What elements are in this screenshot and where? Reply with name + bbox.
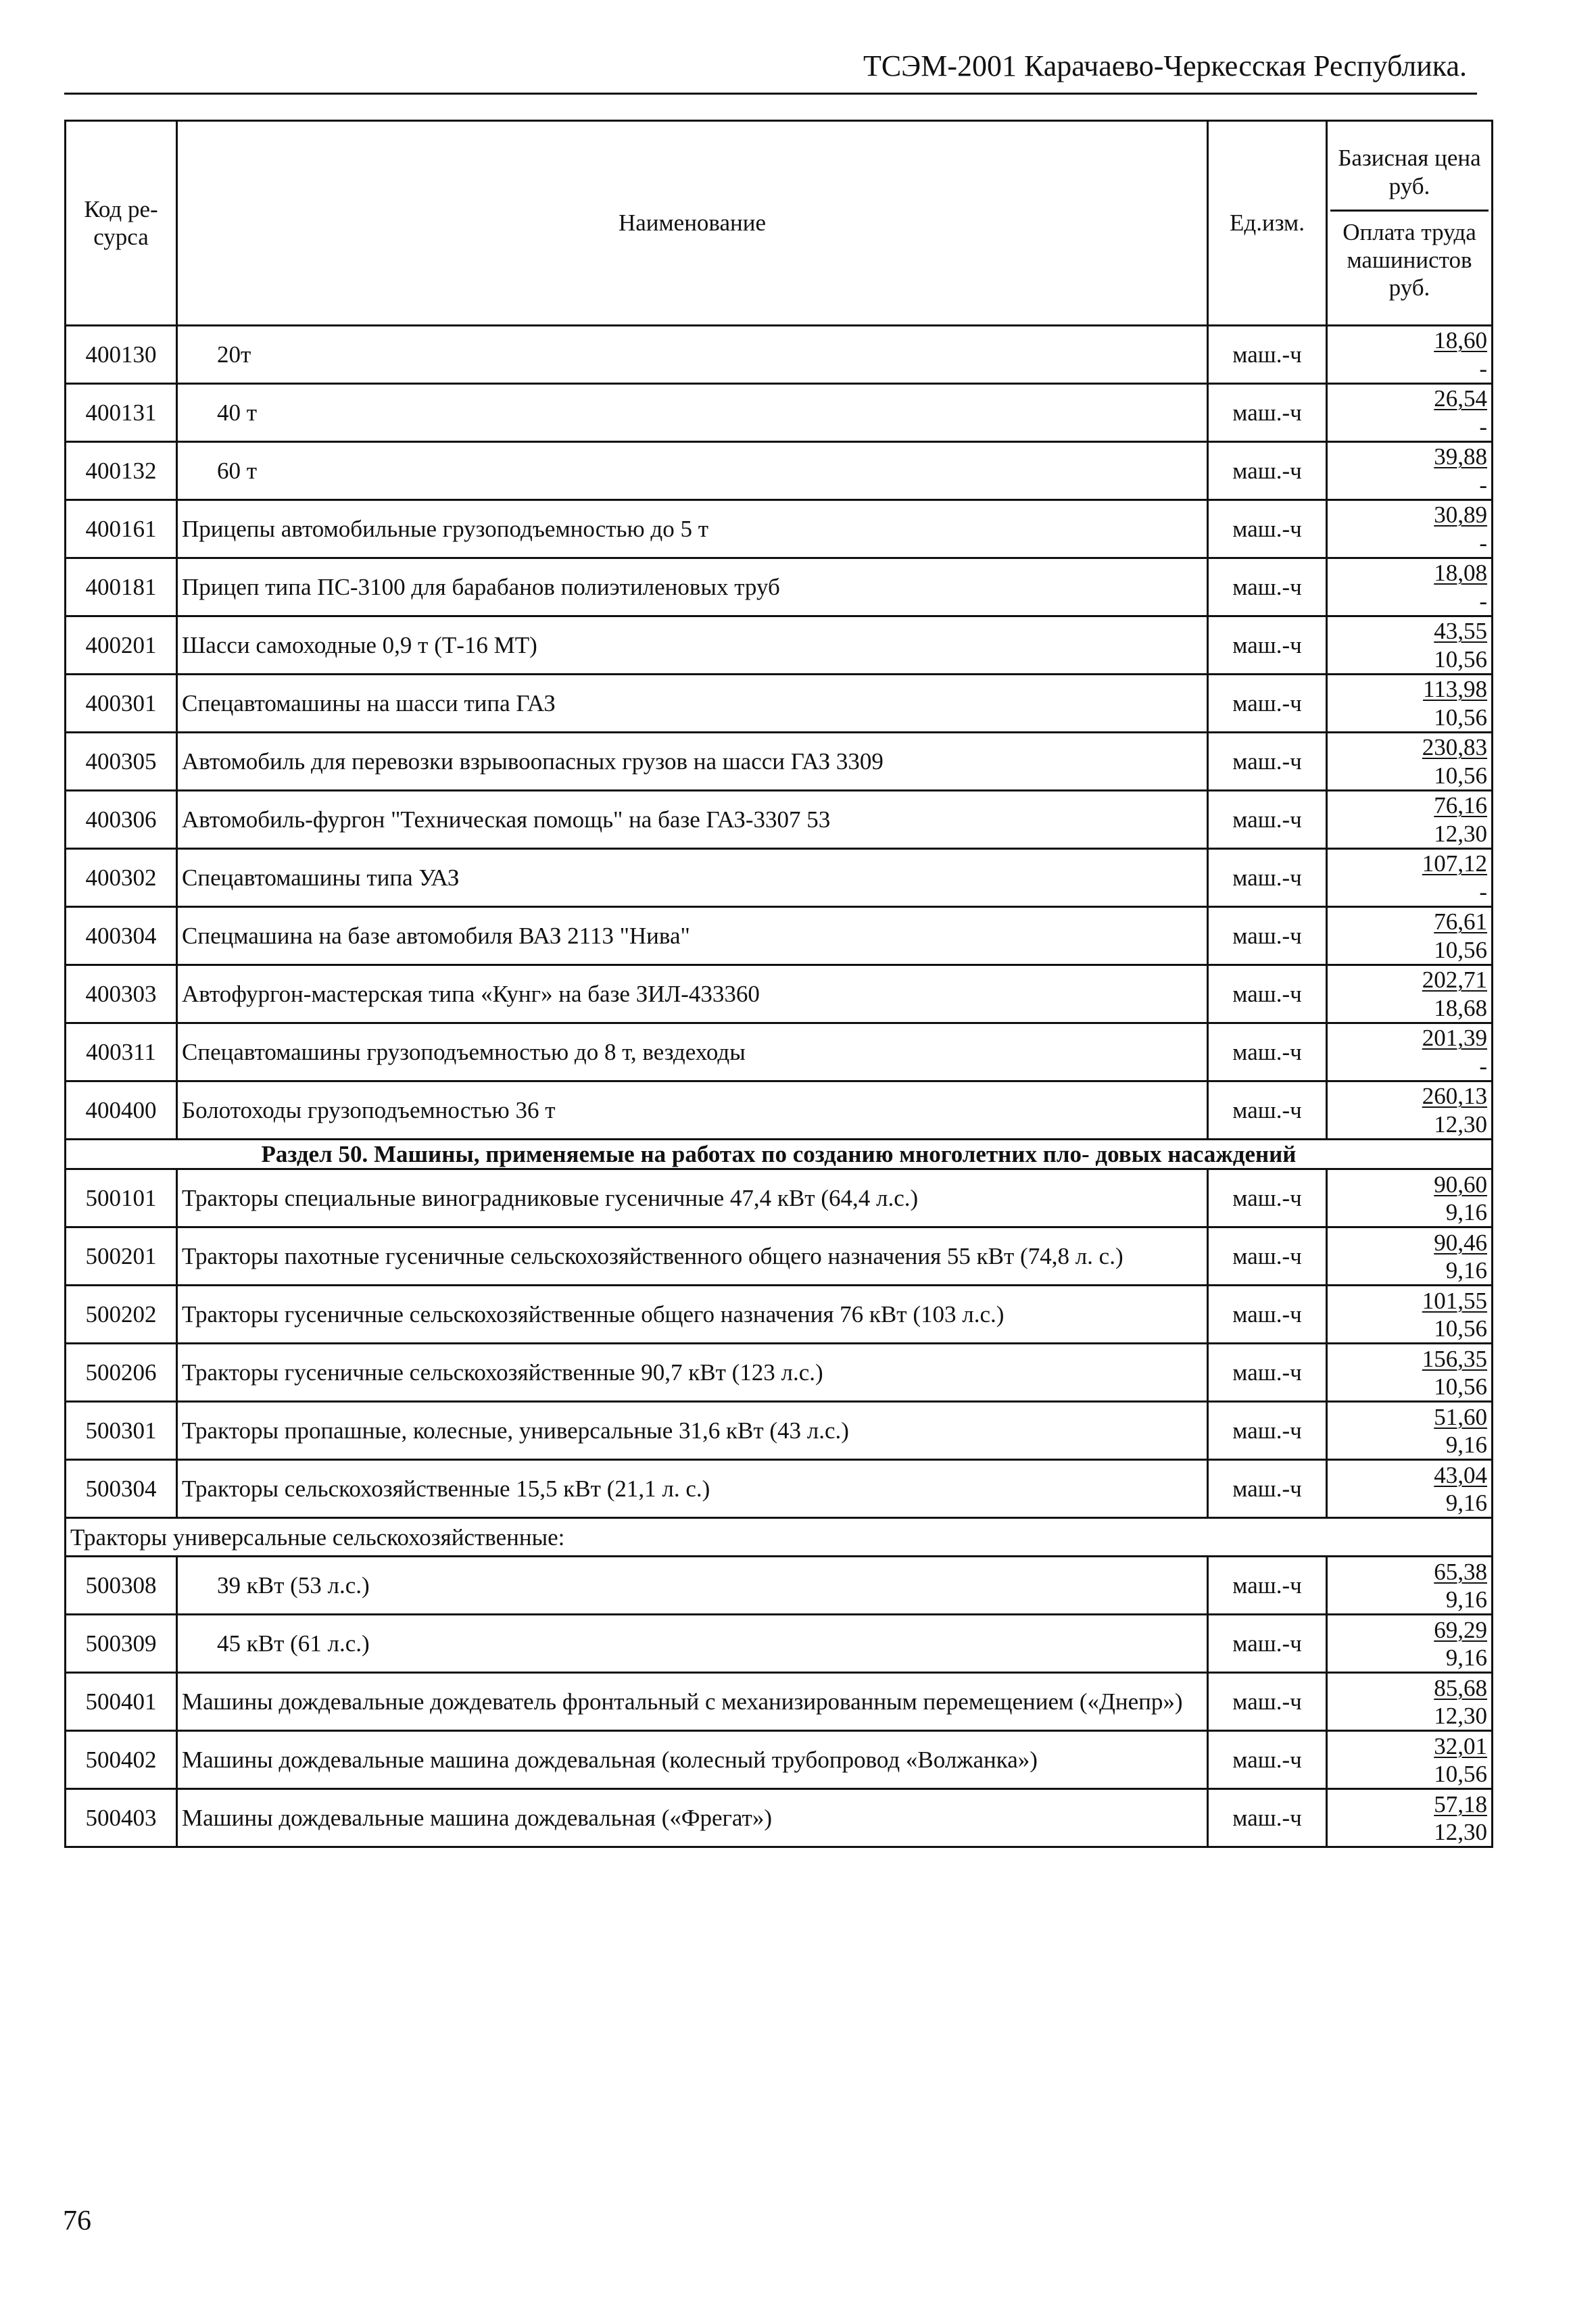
section-title: Раздел 50. Машины, применяемые на работах по созданию многолетних пло- довых насаждений bbox=[66, 1140, 1493, 1169]
operator-pay: - bbox=[1479, 413, 1487, 440]
price-cell bbox=[1327, 965, 1493, 1023]
resource-name: Спецавтомашины типа УАЗ bbox=[177, 849, 1208, 907]
price-cell bbox=[1327, 326, 1493, 384]
resource-name: 40 т bbox=[177, 384, 1208, 442]
base-price: 65,38 bbox=[1434, 1558, 1487, 1585]
resource-name: Автофургон-мастерская типа «Кунг» на базе ЗИЛ-433360 bbox=[177, 965, 1208, 1023]
table-row bbox=[66, 1169, 1493, 1227]
table-row bbox=[66, 733, 1493, 791]
base-price: 30,89 bbox=[1434, 502, 1487, 529]
resource-name: Болотоходы грузоподъемностью 36 т bbox=[177, 1081, 1208, 1140]
resource-code: 500201 bbox=[66, 1227, 177, 1286]
price-cell bbox=[1327, 1169, 1493, 1227]
price-cell bbox=[1327, 791, 1493, 849]
price-cell bbox=[1327, 1344, 1493, 1402]
price-cell bbox=[1327, 907, 1493, 965]
header-name: Наименование bbox=[177, 121, 1208, 326]
resource-price-table bbox=[64, 120, 1493, 1848]
price-cell bbox=[1327, 1081, 1493, 1140]
header-base-price: Базисная цена руб. bbox=[1338, 145, 1481, 199]
price-cell bbox=[1327, 1023, 1493, 1081]
operator-pay: 10,56 bbox=[1434, 1373, 1487, 1400]
resource-name: Спецмашина на базе автомобиля ВАЗ 2113 "Нива" bbox=[177, 907, 1208, 965]
base-price: 230,83 bbox=[1422, 734, 1487, 761]
table-row bbox=[66, 791, 1493, 849]
price-cell bbox=[1327, 1673, 1493, 1731]
resource-name: Машины дождевальные машина дождевальная (колесный трубопровод «Волжанка») bbox=[177, 1731, 1208, 1789]
table-row bbox=[66, 1402, 1493, 1460]
table-row bbox=[66, 1673, 1493, 1731]
resource-code: 500309 bbox=[66, 1615, 177, 1673]
unit-of-measure: маш.-ч bbox=[1208, 1402, 1327, 1460]
price-cell bbox=[1327, 1227, 1493, 1286]
resource-code: 400130 bbox=[66, 326, 177, 384]
base-price: 18,08 bbox=[1434, 560, 1487, 587]
resource-code: 400304 bbox=[66, 907, 177, 965]
price-cell bbox=[1327, 616, 1493, 675]
unit-of-measure: маш.-ч bbox=[1208, 1227, 1327, 1286]
price-cell bbox=[1327, 500, 1493, 558]
section-title-row bbox=[66, 1140, 1493, 1169]
resource-code: 400201 bbox=[66, 616, 177, 675]
resource-code: 400306 bbox=[66, 791, 177, 849]
price-cell bbox=[1327, 675, 1493, 733]
unit-of-measure: маш.-ч bbox=[1208, 675, 1327, 733]
table-row bbox=[66, 384, 1493, 442]
base-price: 18,60 bbox=[1434, 327, 1487, 354]
operator-pay: 12,30 bbox=[1434, 1818, 1487, 1845]
resource-name: Прицеп типа ПС-3100 для барабанов полиэтиленовых труб bbox=[177, 558, 1208, 616]
header-unit: Ед.изм. bbox=[1208, 121, 1327, 326]
base-price: 156,35 bbox=[1422, 1345, 1487, 1372]
resource-name: Тракторы специальные виноградниковые гусеничные 47,4 кВт (64,4 л.с.) bbox=[177, 1169, 1208, 1227]
resource-name: Тракторы пропашные, колесные, универсальные 31,6 кВт (43 л.с.) bbox=[177, 1402, 1208, 1460]
operator-pay: 10,56 bbox=[1434, 762, 1487, 789]
resource-code: 400303 bbox=[66, 965, 177, 1023]
table-row bbox=[66, 326, 1493, 384]
operator-pay: 10,56 bbox=[1434, 704, 1487, 731]
operator-pay: - bbox=[1479, 878, 1487, 905]
base-price: 113,98 bbox=[1423, 676, 1487, 703]
operator-pay: 9,16 bbox=[1445, 1644, 1487, 1671]
price-cell bbox=[1327, 1460, 1493, 1518]
base-price: 85,68 bbox=[1434, 1674, 1487, 1701]
resource-code: 500403 bbox=[66, 1789, 177, 1847]
operator-pay: 9,16 bbox=[1445, 1431, 1487, 1458]
table-row bbox=[66, 1615, 1493, 1673]
resource-code: 400302 bbox=[66, 849, 177, 907]
resource-name: 20т bbox=[177, 326, 1208, 384]
table-row bbox=[66, 1227, 1493, 1286]
unit-of-measure: маш.-ч bbox=[1208, 558, 1327, 616]
unit-of-measure: маш.-ч bbox=[1208, 616, 1327, 675]
unit-of-measure: маш.-ч bbox=[1208, 1344, 1327, 1402]
price-cell bbox=[1327, 1557, 1493, 1615]
base-price: 51,60 bbox=[1434, 1403, 1487, 1430]
table-row bbox=[66, 1557, 1493, 1615]
resource-name: Шасси самоходные 0,9 т (Т-16 МТ) bbox=[177, 616, 1208, 675]
table-row bbox=[66, 849, 1493, 907]
resource-code: 400400 bbox=[66, 1081, 177, 1140]
table-row bbox=[66, 1081, 1493, 1140]
price-cell bbox=[1327, 849, 1493, 907]
operator-pay: 10,56 bbox=[1434, 645, 1487, 673]
resource-code: 500308 bbox=[66, 1557, 177, 1615]
resource-name: Автомобиль-фургон "Техническая помощь" на базе ГАЗ-3307 53 bbox=[177, 791, 1208, 849]
table-row bbox=[66, 1731, 1493, 1789]
resource-name: Тракторы гусеничные сельскохозяйственные общего назначения 76 кВт (103 л.с.) bbox=[177, 1286, 1208, 1344]
price-cell bbox=[1327, 1731, 1493, 1789]
unit-of-measure: маш.-ч bbox=[1208, 1673, 1327, 1731]
base-price: 76,61 bbox=[1434, 908, 1487, 935]
unit-of-measure: маш.-ч bbox=[1208, 384, 1327, 442]
resource-name: Тракторы гусеничные сельскохозяйственные 90,7 кВт (123 л.с.) bbox=[177, 1344, 1208, 1402]
operator-pay: - bbox=[1479, 587, 1487, 614]
resource-code: 400311 bbox=[66, 1023, 177, 1081]
base-price: 32,01 bbox=[1434, 1732, 1487, 1759]
base-price: 201,39 bbox=[1422, 1025, 1487, 1052]
base-price: 90,60 bbox=[1434, 1171, 1487, 1198]
unit-of-measure: маш.-ч bbox=[1208, 849, 1327, 907]
unit-of-measure: маш.-ч bbox=[1208, 1023, 1327, 1081]
resource-code: 500301 bbox=[66, 1402, 177, 1460]
header-price bbox=[1327, 121, 1493, 326]
unit-of-measure: маш.-ч bbox=[1208, 1081, 1327, 1140]
operator-pay: 9,16 bbox=[1445, 1586, 1487, 1613]
operator-pay: 10,56 bbox=[1434, 1315, 1487, 1342]
page-number: 76 bbox=[63, 2206, 91, 2237]
resource-name: Прицепы автомобильные грузоподъемностью до 5 т bbox=[177, 500, 1208, 558]
table-row bbox=[66, 442, 1493, 500]
resource-name: Машины дождевальные дождеватель фронтальный с механизированным перемещением («Днепр») bbox=[177, 1673, 1208, 1731]
resource-code: 400181 bbox=[66, 558, 177, 616]
unit-of-measure: маш.-ч bbox=[1208, 1789, 1327, 1847]
resource-code: 400131 bbox=[66, 384, 177, 442]
table-row bbox=[66, 1286, 1493, 1344]
header-code: Код ре- сурса bbox=[66, 121, 177, 326]
resource-code: 500101 bbox=[66, 1169, 177, 1227]
resource-name: Машины дождевальные машина дождевальная («Фрегат») bbox=[177, 1789, 1208, 1847]
price-cell bbox=[1327, 1615, 1493, 1673]
resource-name: Спецавтомашины грузоподъемностью до 8 т, вездеходы bbox=[177, 1023, 1208, 1081]
unit-of-measure: маш.-ч bbox=[1208, 1731, 1327, 1789]
operator-pay: 10,56 bbox=[1434, 936, 1487, 963]
header-divider bbox=[1330, 210, 1489, 212]
base-price: 43,55 bbox=[1434, 618, 1487, 645]
table-row bbox=[66, 616, 1493, 675]
base-price: 39,88 bbox=[1434, 443, 1487, 470]
table-row bbox=[66, 907, 1493, 965]
unit-of-measure: маш.-ч bbox=[1208, 1460, 1327, 1518]
operator-pay: 12,30 bbox=[1434, 1702, 1487, 1729]
base-price: 260,13 bbox=[1422, 1083, 1487, 1110]
base-price: 57,18 bbox=[1434, 1790, 1487, 1818]
table-row bbox=[66, 1460, 1493, 1518]
resource-name: Автомобиль для перевозки взрывоопасных грузов на шасси ГАЗ 3309 bbox=[177, 733, 1208, 791]
operator-pay: 9,16 bbox=[1445, 1257, 1487, 1284]
operator-pay: 9,16 bbox=[1445, 1489, 1487, 1516]
base-price: 43,04 bbox=[1434, 1461, 1487, 1488]
operator-pay: 10,56 bbox=[1434, 1760, 1487, 1787]
table-row bbox=[66, 1344, 1493, 1402]
operator-pay: 12,30 bbox=[1434, 1111, 1487, 1138]
price-cell bbox=[1327, 558, 1493, 616]
price-cell bbox=[1327, 384, 1493, 442]
operator-pay: - bbox=[1479, 471, 1487, 498]
unit-of-measure: маш.-ч bbox=[1208, 965, 1327, 1023]
resource-code: 400301 bbox=[66, 675, 177, 733]
operator-pay: 18,68 bbox=[1434, 994, 1487, 1021]
operator-pay: - bbox=[1479, 529, 1487, 556]
resource-code: 400132 bbox=[66, 442, 177, 500]
resource-name: 60 т bbox=[177, 442, 1208, 500]
unit-of-measure: маш.-ч bbox=[1208, 1286, 1327, 1344]
resource-name: Тракторы сельскохозяйственные 15,5 кВт (21,1 л. с.) bbox=[177, 1460, 1208, 1518]
price-cell bbox=[1327, 733, 1493, 791]
base-price: 26,54 bbox=[1434, 385, 1487, 412]
resource-code: 400305 bbox=[66, 733, 177, 791]
table-row bbox=[66, 965, 1493, 1023]
resource-code: 500401 bbox=[66, 1673, 177, 1731]
unit-of-measure: маш.-ч bbox=[1208, 907, 1327, 965]
unit-of-measure: маш.-ч bbox=[1208, 791, 1327, 849]
resource-name: 39 кВт (53 л.с.) bbox=[177, 1557, 1208, 1615]
table-row bbox=[66, 500, 1493, 558]
unit-of-measure: маш.-ч bbox=[1208, 326, 1327, 384]
table-row bbox=[66, 558, 1493, 616]
price-cell bbox=[1327, 1286, 1493, 1344]
unit-of-measure: маш.-ч bbox=[1208, 500, 1327, 558]
operator-pay: 12,30 bbox=[1434, 820, 1487, 847]
resource-code: 500202 bbox=[66, 1286, 177, 1344]
resource-code: 400161 bbox=[66, 500, 177, 558]
unit-of-measure: маш.-ч bbox=[1208, 1557, 1327, 1615]
price-cell bbox=[1327, 442, 1493, 500]
price-cell bbox=[1327, 1402, 1493, 1460]
unit-of-measure: маш.-ч bbox=[1208, 1615, 1327, 1673]
table-row bbox=[66, 1023, 1493, 1081]
resource-code: 500402 bbox=[66, 1731, 177, 1789]
base-price: 202,71 bbox=[1422, 967, 1487, 994]
header-operator-pay: Оплата труда машинистов руб. bbox=[1343, 218, 1476, 301]
header-rule bbox=[64, 93, 1477, 95]
resource-code: 500304 bbox=[66, 1460, 177, 1518]
table-row bbox=[66, 1789, 1493, 1847]
operator-pay: 9,16 bbox=[1445, 1198, 1487, 1225]
unit-of-measure: маш.-ч bbox=[1208, 733, 1327, 791]
base-price: 107,12 bbox=[1422, 850, 1487, 877]
resource-name: 45 кВт (61 л.с.) bbox=[177, 1615, 1208, 1673]
unit-of-measure: маш.-ч bbox=[1208, 442, 1327, 500]
resource-code: 500206 bbox=[66, 1344, 177, 1402]
base-price: 101,55 bbox=[1422, 1287, 1487, 1314]
resource-name: Спецавтомашины на шасси типа ГАЗ bbox=[177, 675, 1208, 733]
base-price: 90,46 bbox=[1434, 1229, 1487, 1256]
price-cell bbox=[1327, 1789, 1493, 1847]
unit-of-measure: маш.-ч bbox=[1208, 1169, 1327, 1227]
base-price: 76,16 bbox=[1434, 792, 1487, 819]
group-heading: Тракторы универсальные сельскохозяйственные: bbox=[66, 1518, 1493, 1557]
table-header-row bbox=[66, 121, 1493, 326]
resource-name: Тракторы пахотные гусеничные сельскохозяйственного общего назначения 55 кВт (74,8 л. с.) bbox=[177, 1227, 1208, 1286]
running-header: ТСЭМ-2001 Карачаево-Черкесская Республика. bbox=[863, 49, 1467, 82]
base-price: 69,29 bbox=[1434, 1616, 1487, 1643]
group-heading-row bbox=[66, 1518, 1493, 1557]
table-row bbox=[66, 675, 1493, 733]
operator-pay: - bbox=[1479, 355, 1487, 382]
operator-pay: - bbox=[1479, 1052, 1487, 1079]
